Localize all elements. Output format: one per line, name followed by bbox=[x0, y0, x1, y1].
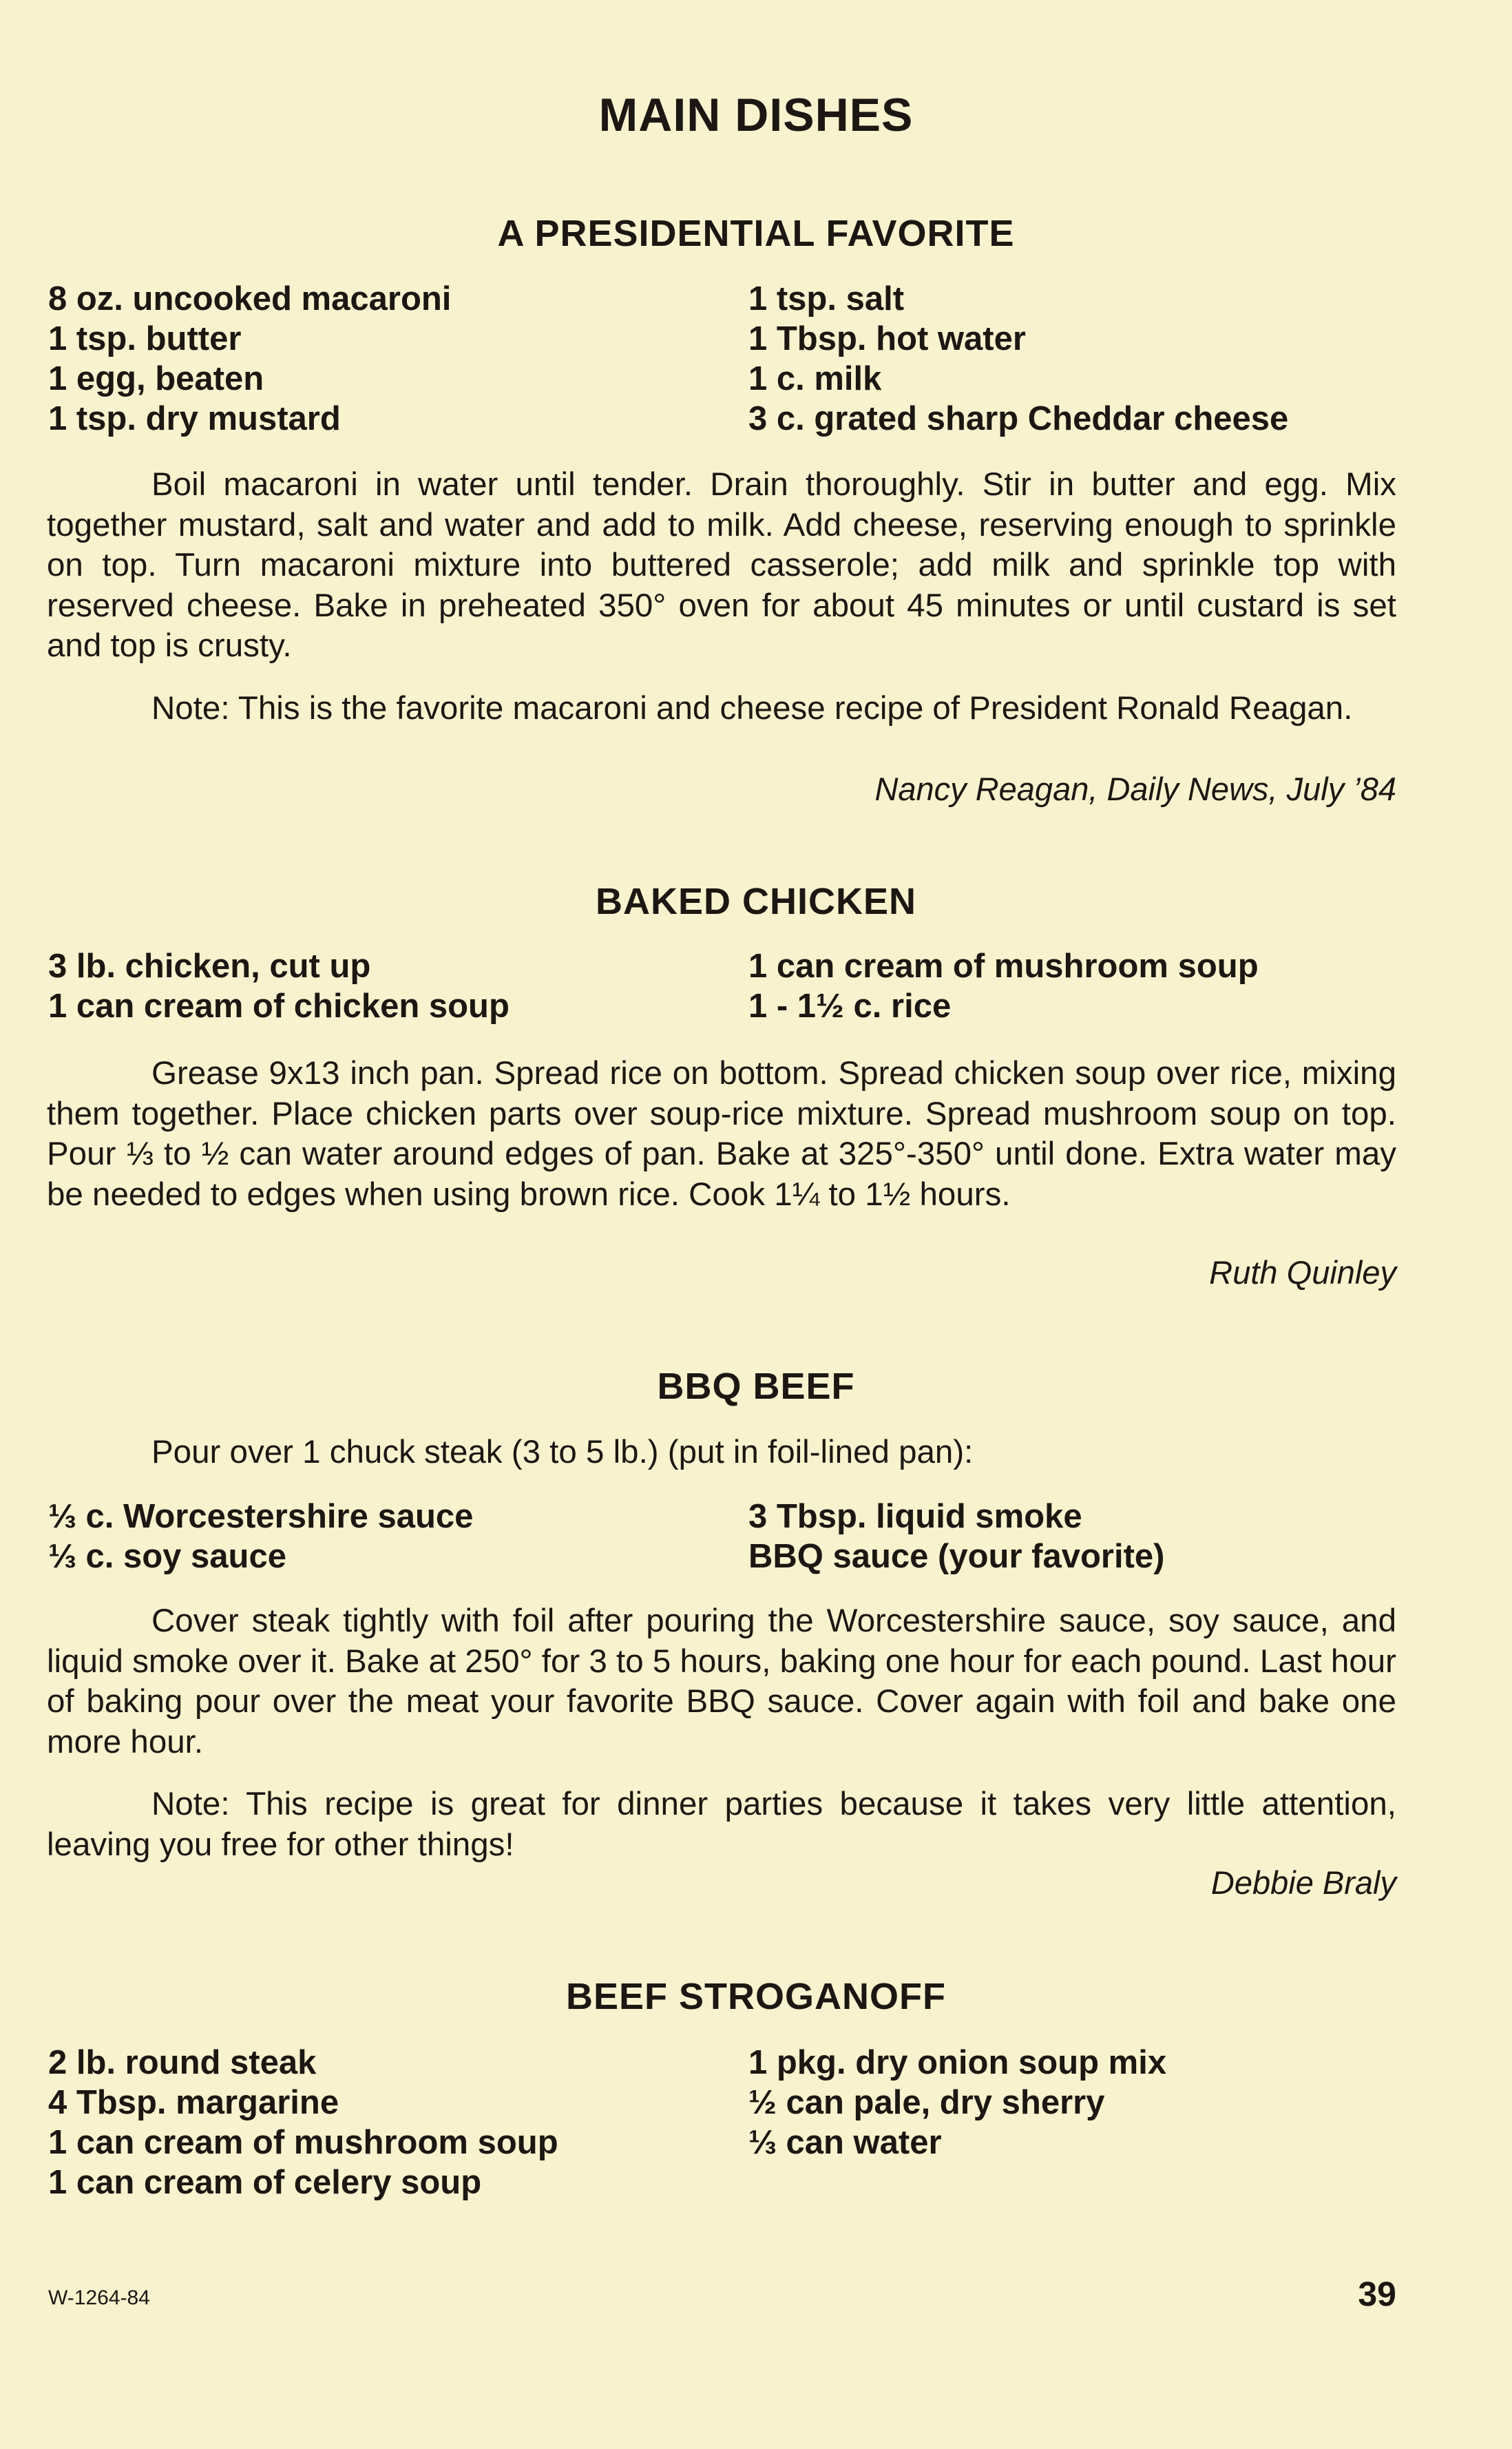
ingredient: ⅓ c. soy sauce bbox=[48, 1538, 286, 1575]
ingredient: 1 can cream of mushroom soup bbox=[48, 2124, 558, 2161]
ingredient: 4 Tbsp. margarine bbox=[48, 2084, 339, 2121]
ingredient: 1 tsp. butter bbox=[48, 320, 242, 357]
ingredient: 1 can cream of mushroom soup bbox=[748, 948, 1259, 985]
credit-presidential: Nancy Reagan, Daily News, July ’84 bbox=[874, 771, 1396, 807]
ingredients-right-baked-chicken bbox=[748, 946, 1259, 1026]
ingredient: 3 c. grated sharp Cheddar cheese bbox=[748, 400, 1289, 437]
ingredients-right-stroganoff bbox=[748, 2043, 1166, 2163]
page-title: MAIN DISHES bbox=[598, 89, 914, 141]
ingredient: 1 egg, beaten bbox=[48, 360, 264, 397]
directions-presidential: Boil macaroni in water until tender. Drain thoroughly. Stir in butter and egg. Mix together mustard, salt and water and add to milk. Add cheese, reserving enough to sprinkle on top. Turn macaroni mixture into buttered casserole; add milk and sprinkle top with reserved cheese. Bake in preheated 350° oven for about 45 minutes or until custard is set and top is crusty. bbox=[47, 466, 1396, 664]
recipe-title-stroganoff: BEEF STROGANOFF bbox=[566, 1976, 946, 2017]
ingredient: 1 - 1½ c. rice bbox=[748, 988, 952, 1025]
ingredient: 1 pkg. dry onion soup mix bbox=[748, 2044, 1167, 2081]
ingredient: 1 tsp. salt bbox=[748, 280, 905, 317]
recipe-title-bbq-beef: BBQ BEEF bbox=[657, 1366, 855, 1407]
ingredients-left-stroganoff bbox=[48, 2043, 558, 2202]
ingredient: 1 can cream of celery soup bbox=[48, 2164, 482, 2201]
ingredient: 3 Tbsp. liquid smoke bbox=[748, 1498, 1082, 1535]
intro-bbq-beef: Pour over 1 chuck steak (3 to 5 lb.) (put in foil-lined pan): bbox=[151, 1434, 974, 1470]
directions-bbq-beef: Cover steak tightly with foil after pouring the Worcestershire sauce, soy sauce, and liquid smoke over it. Bake at 250° for 3 to 5 hours, baking one hour for each pound. Last hour of baking pour over the meat your favorite BBQ sauce. Cover again with foil and bake one more hour. bbox=[47, 1603, 1396, 1760]
recipe-title-presidential: A PRESIDENTIAL FAVORITE bbox=[497, 213, 1015, 254]
ingredient: 2 lb. round steak bbox=[48, 2044, 317, 2081]
ingredient: 1 Tbsp. hot water bbox=[748, 320, 1026, 357]
credit-baked-chicken: Ruth Quinley bbox=[1209, 1254, 1396, 1291]
ingredients-left-baked-chicken bbox=[48, 946, 510, 1026]
footer-code: W-1264-84 bbox=[48, 2286, 150, 2309]
ingredients-left-presidential bbox=[48, 279, 451, 439]
ingredients-right-bbq-beef bbox=[748, 1497, 1165, 1576]
directions-baked-chicken: Grease 9x13 inch pan. Spread rice on bottom. Spread chicken soup over rice, mixing them together. Place chicken parts over soup-rice mixture. Spread mushroom soup on top. Pour ⅓ to ½ can water around edges of pan. Bake at 325°-350° until done. Extra water may be needed to edges when using brown rice. Cook 1¼ to 1½ hours. bbox=[47, 1055, 1396, 1213]
recipe-title-baked-chicken: BAKED CHICKEN bbox=[595, 881, 916, 922]
credit-bbq-beef: Debbie Braly bbox=[1210, 1864, 1396, 1901]
ingredient: 1 c. milk bbox=[748, 360, 882, 397]
ingredient: 1 can cream of chicken soup bbox=[48, 988, 510, 1025]
ingredients-left-bbq-beef bbox=[48, 1497, 473, 1576]
ingredient: 1 tsp. dry mustard bbox=[48, 400, 341, 437]
ingredient: BBQ sauce (your favorite) bbox=[748, 1538, 1165, 1575]
page-number: 39 bbox=[1358, 2275, 1396, 2313]
ingredients-right-presidential bbox=[748, 279, 1288, 439]
note-presidential: Note: This is the favorite macaroni and cheese recipe of President Ronald Reagan. bbox=[151, 690, 1353, 727]
ingredient: ⅓ c. Worcestershire sauce bbox=[48, 1498, 474, 1535]
ingredient: 8 oz. uncooked macaroni bbox=[48, 280, 452, 317]
ingredient: ⅓ can water bbox=[748, 2124, 942, 2161]
ingredient: ½ can pale, dry sherry bbox=[748, 2084, 1105, 2121]
ingredient: 3 lb. chicken, cut up bbox=[48, 948, 371, 985]
note-bbq-beef: Note: This recipe is great for dinner parties because it takes very little attention, leaving you free for other things! bbox=[47, 1786, 1396, 1863]
